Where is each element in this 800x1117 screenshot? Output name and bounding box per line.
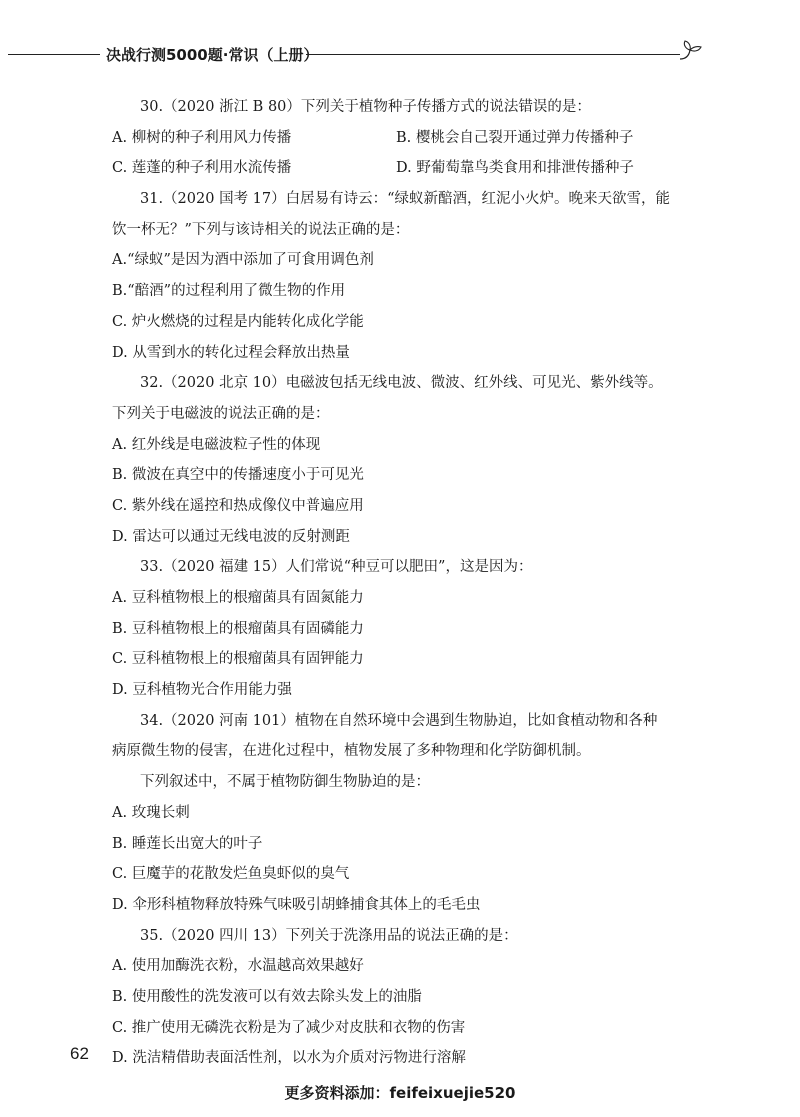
header-rule-left [8,54,100,55]
option-b: B. 豆科植物根上的根瘤菌具有固磷能力 [112,620,364,637]
question-stem-continued: 下列关于电磁波的说法正确的是： [112,405,330,422]
header-title: 决战行测5000题·常识（上册） [106,46,319,64]
option-d: D. 伞形科植物释放特殊气味吸引胡蜂捕食其体上的毛毛虫 [112,896,481,913]
option-b: B. 使用酸性的洗发液可以有效去除头发上的油脂 [112,988,422,1005]
question-stem: 30.（2020 浙江 B 80）下列关于植物种子传播方式的说法错误的是： [140,99,591,115]
header-rule-right [306,54,680,55]
option-b: B. 微波在真空中的传播速度小于可见光 [112,467,364,484]
running-header [0,36,800,66]
option-c: C. 推广使用无磷洗衣粉是为了减少对皮肤和衣物的伤害 [112,1019,466,1036]
option-b: B. 睡莲长出宽大的叶子 [112,835,263,852]
option-d: D. 豆科植物光合作用能力强 [112,682,292,699]
option-a: A. 红外线是电磁波粒子性的体现 [112,436,321,453]
question-stem: 35.（2020 四川 13）下列关于洗涤用品的说法正确的是： [140,927,518,944]
sprout-icon [676,36,704,64]
option-d: D. 洗洁精借助表面活性剂，以水为介质对污物进行溶解 [112,1050,466,1067]
option-row [112,123,704,154]
option-b: B.“醅酒”的过程利用了微生物的作用 [112,283,346,300]
question-31 [112,184,704,368]
option-d: D. 从雪到水的转化过程会释放出热量 [112,344,350,361]
question-stem-continued: 饮一杯无？”下列与该诗相关的说法正确的是： [112,221,410,238]
question-stem: 33.（2020 福建 15）人们常说“种豆可以肥田”，这是因为： [140,559,533,576]
question-30 [112,92,704,184]
option-c: C. 莲蓬的种子利用水流传播 [112,160,292,177]
option-b: B. 樱桃会自己裂开通过弹力传播种子 [396,129,634,146]
option-a: A. 使用加酶洗衣粉，水温越高效果越好 [112,958,364,975]
option-a: A. 柳树的种子利用风力传播 [112,129,292,146]
question-33 [112,552,704,705]
question-32 [112,368,704,552]
option-row [112,153,704,184]
option-a: A. 豆科植物根上的根瘤菌具有固氮能力 [112,590,364,606]
option-a: A. 玫瑰长刺 [112,804,190,821]
question-34 [112,706,704,921]
question-prompt: 下列叙述中，不属于植物防御生物胁迫的是： [140,774,430,791]
question-list [112,92,704,1074]
option-d: D. 雷达可以通过无线电波的反射测距 [112,528,350,545]
question-35 [112,921,704,1074]
page-number: 62 [70,1044,89,1063]
question-stem: 34.（2020 河南 101）植物在自然环境中会遇到生物胁迫，比如食植动物和各种 [140,712,658,729]
footer-note: 更多资料添加：feifeixuejie520 [284,1084,516,1102]
option-c: C. 紫外线在遥控和热成像仪中普遍应用 [112,497,364,514]
option-c: C. 炉火燃烧的过程是内能转化成化学能 [112,313,364,330]
option-c: C. 豆科植物根上的根瘤菌具有固钾能力 [112,651,364,668]
question-stem: 32.（2020 北京 10）电磁波包括无线电波、微波、红外线、可见光、紫外线等。 [140,375,663,392]
option-d: D. 野葡萄靠鸟类食用和排泄传播种子 [396,160,634,177]
option-a: A.“绿蚁”是因为酒中添加了可食用调色剂 [112,252,374,269]
option-c: C. 巨魔芋的花散发烂鱼臭虾似的臭气 [112,866,350,883]
question-stem-continued: 病原微生物的侵害，在进化过程中，植物发展了多种物理和化学防御机制。 [112,743,591,760]
question-stem: 31.（2020 国考 17）白居易有诗云：“绿蚁新醅酒，红泥小火炉。晚来天欲雪，能 [140,191,671,208]
